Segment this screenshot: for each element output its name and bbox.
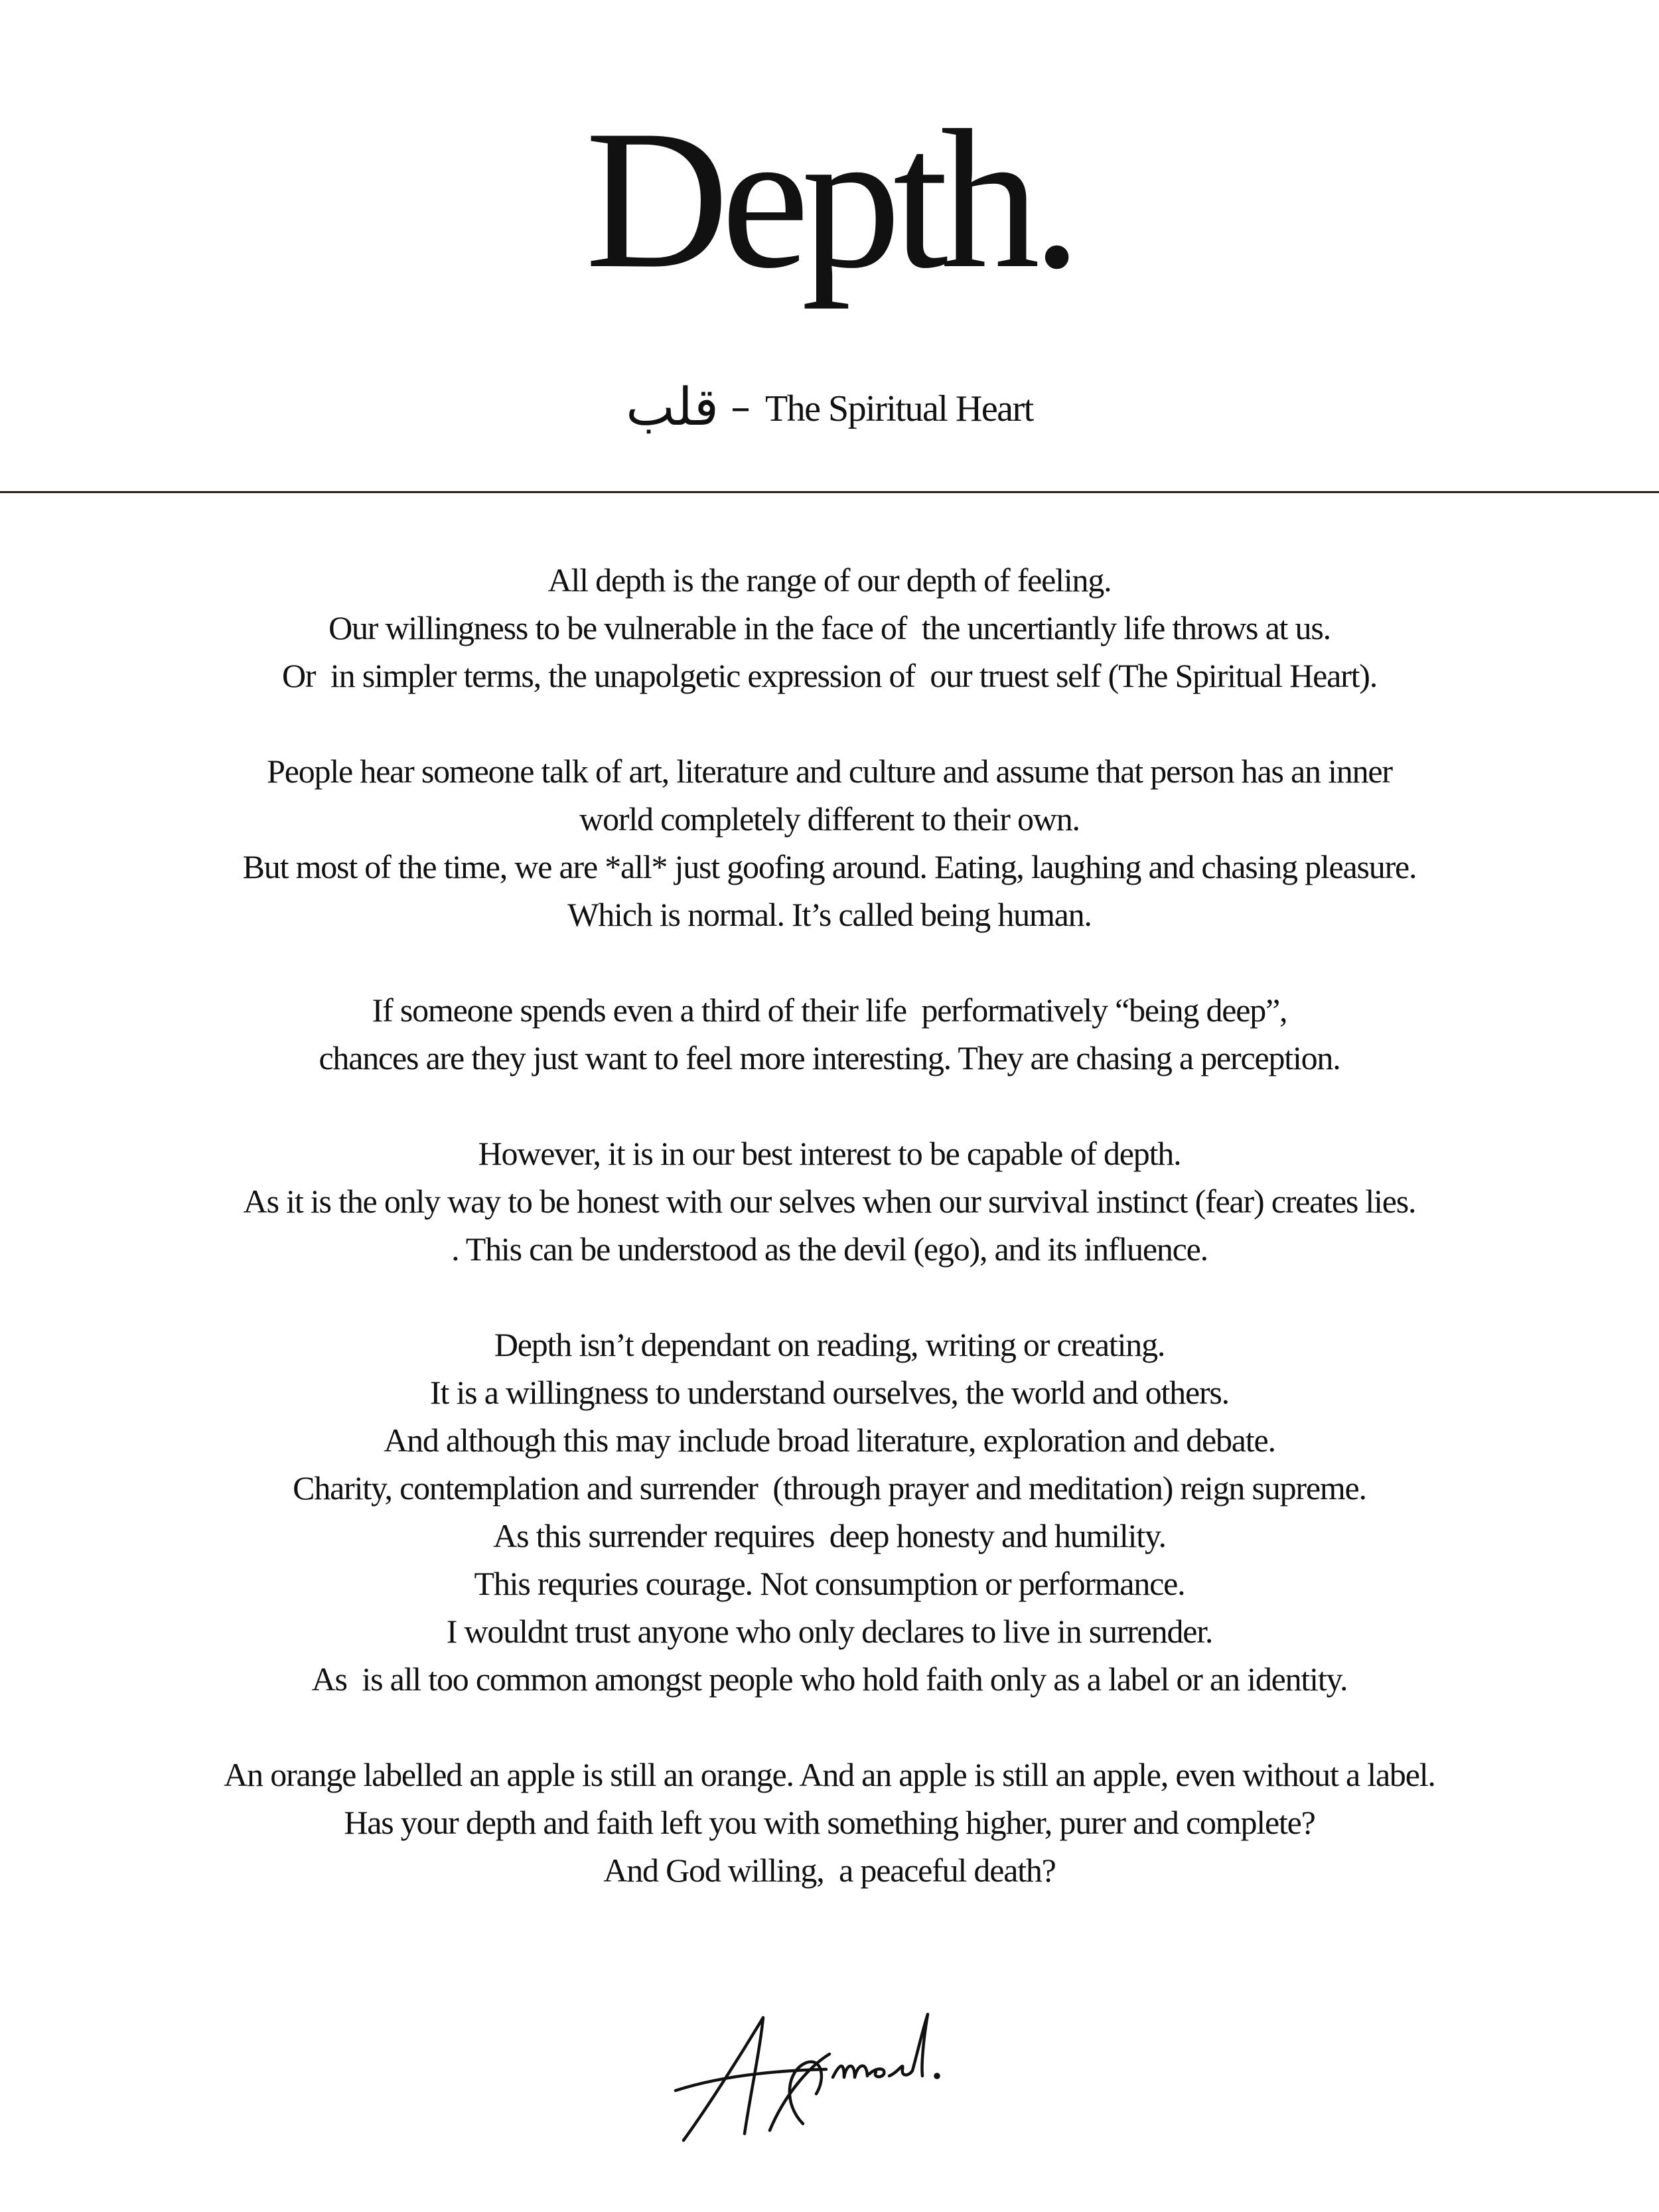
paragraph-line: All depth is the range of our depth of feeling.	[547, 561, 1112, 599]
paragraph	[0, 556, 1659, 700]
paragraph-line: Has your depth and faith left you with something higher, purer and complete?	[344, 1804, 1315, 1841]
paragraph-line: However, it is in our best interest to be capable of depth.	[478, 1135, 1181, 1172]
paragraph-line: And although this may include broad literature, exploration and debate.	[384, 1422, 1275, 1459]
paragraph	[0, 1321, 1659, 1703]
subtitle-dash: –	[730, 384, 751, 431]
paragraph-line: But most of the time, we are *all* just goofing around. Eating, laughing and chasing pleasure.	[242, 848, 1417, 885]
paragraph	[0, 986, 1659, 1082]
paragraph-line: As this surrender requires deep honesty and humility.	[493, 1517, 1166, 1554]
subtitle	[0, 378, 1659, 437]
paragraph-line: Our willingness to be vulnerable in the face of the uncertiantly life throws at us.	[328, 609, 1331, 646]
paragraph-line: It is a willingness to understand ourselves, the world and others.	[430, 1374, 1229, 1411]
divider	[0, 491, 1659, 493]
paragraph-line: . This can be understood as the devil (ego), and its influence.	[451, 1230, 1208, 1268]
paragraph-line: As is all too common amongst people who hold faith only as a label or an identity.	[311, 1660, 1348, 1698]
paragraph	[0, 1130, 1659, 1273]
paragraph-line: I wouldnt trust anyone who only declares to live in surrender.	[446, 1613, 1213, 1650]
signature	[670, 1991, 1015, 2150]
paragraph-line: An orange labelled an apple is still an orange. And an apple is still an apple, even without a label.	[224, 1756, 1435, 1793]
paragraph-line: Depth isn’t dependant on reading, writing or creating.	[494, 1326, 1165, 1363]
paragraph-line: Charity, contemplation and surrender (through prayer and meditation) reign supreme.	[293, 1469, 1366, 1507]
paragraph	[0, 747, 1659, 938]
paragraph-line: world completely different to their own.	[579, 800, 1080, 838]
paragraph-line: Or in simpler terms, the unapolgetic expression of our truest self (The Spiritual Heart).	[281, 657, 1378, 694]
paragraph-line: And God willing, a peaceful death?	[603, 1852, 1056, 1889]
page-title: Depth.	[585, 89, 1074, 309]
paragraph-line: As it is the only way to be honest with our selves when our survival instinct (fear) creates lies.	[243, 1183, 1416, 1220]
paragraph-line: People hear someone talk of art, literature and culture and assume that person has an inner	[267, 753, 1392, 790]
body-text	[0, 556, 1659, 1942]
paragraph	[0, 1751, 1659, 1894]
subtitle-arabic: قلب	[626, 378, 719, 437]
paragraph-line: Which is normal. It’s called being human.	[567, 896, 1092, 933]
paragraph-line: This requries courage. Not consumption or performance.	[474, 1565, 1185, 1602]
paragraph-line: If someone spends even a third of their life performatively “being deep”,	[372, 992, 1287, 1029]
paragraph-line: chances are they just want to feel more interesting. They are chasing a perception.	[319, 1039, 1340, 1076]
subtitle-english: The Spiritual Heart	[764, 388, 1033, 429]
